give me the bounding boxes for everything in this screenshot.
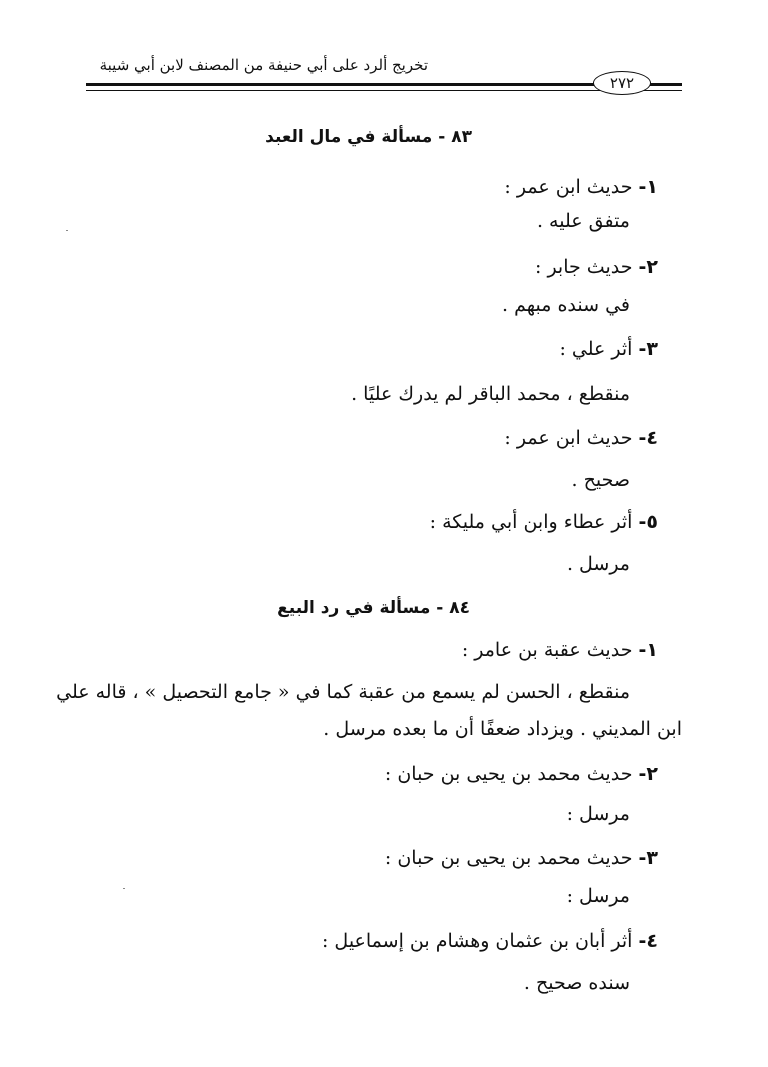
item-verdict: مرسل . <box>566 553 630 575</box>
item-number: ١- <box>638 176 658 198</box>
item-number: ٤- <box>638 427 658 449</box>
scan-mark <box>66 230 68 231</box>
item-number: ٥- <box>638 511 658 533</box>
item-verdict: صحيح . <box>571 469 630 491</box>
item-heading <box>18 425 658 451</box>
item-heading-text: حديث محمد بن يحيى بن حبان : <box>384 763 633 785</box>
item-heading-text: حديث ابن عمر : <box>504 427 633 449</box>
item-heading-text: أثر أبان بن عثمان وهشام بن إسماعيل : <box>321 930 633 952</box>
item-verdict-continued: ابن المديني . ويزداد ضعفًا أن ما بعده مرسل . <box>323 718 682 740</box>
item-verdict: سنده صحيح . <box>523 972 630 994</box>
item-heading <box>18 336 658 362</box>
item-heading <box>18 928 658 954</box>
item-heading-text: حديث ابن عمر : <box>504 176 633 198</box>
running-title: تخريج ألرد على أبي حنيفة من المصنف لابن أبي شيبة <box>99 56 428 74</box>
section-title-83: ٨٣ - مسألة في مال العبد <box>265 127 472 147</box>
item-heading <box>18 254 658 280</box>
item-verdict: مرسل : <box>566 885 630 907</box>
page-number: ٢٧٢ <box>609 74 635 92</box>
item-number: ٢- <box>638 763 658 785</box>
item-number: ٢- <box>638 256 658 278</box>
item-verdict: منقطع ، الحسن لم يسمع من عقبة كما في « جامع التحصيل » ، قاله علي <box>56 681 630 703</box>
item-verdict: في سنده مبهم . <box>502 294 630 316</box>
section-title-84: ٨٤ - مسألة في رد البيع <box>277 598 470 618</box>
item-heading-text: حديث عقبة بن عامر : <box>461 639 633 661</box>
scan-mark <box>123 888 125 889</box>
page-number-badge <box>593 71 651 95</box>
item-heading-text: أثر عطاء وابن أبي مليكة : <box>429 511 633 533</box>
item-number: ٤- <box>638 930 658 952</box>
item-number: ٣- <box>638 338 658 360</box>
item-number: ٣- <box>638 847 658 869</box>
item-heading <box>18 845 658 871</box>
item-heading <box>18 761 658 787</box>
item-heading <box>18 637 658 663</box>
item-heading-text: حديث جابر : <box>535 256 633 278</box>
item-verdict: متفق عليه . <box>536 210 630 232</box>
item-heading <box>18 509 658 535</box>
item-heading <box>18 174 658 200</box>
item-heading-text: حديث محمد بن يحيى بن حبان : <box>384 847 633 869</box>
item-verdict: منقطع ، محمد الباقر لم يدرك عليًا . <box>351 383 630 405</box>
item-verdict: مرسل : <box>566 803 630 825</box>
header-rule-thin <box>86 90 682 91</box>
item-heading-text: أثر علي : <box>559 338 633 360</box>
item-number: ١- <box>638 639 658 661</box>
